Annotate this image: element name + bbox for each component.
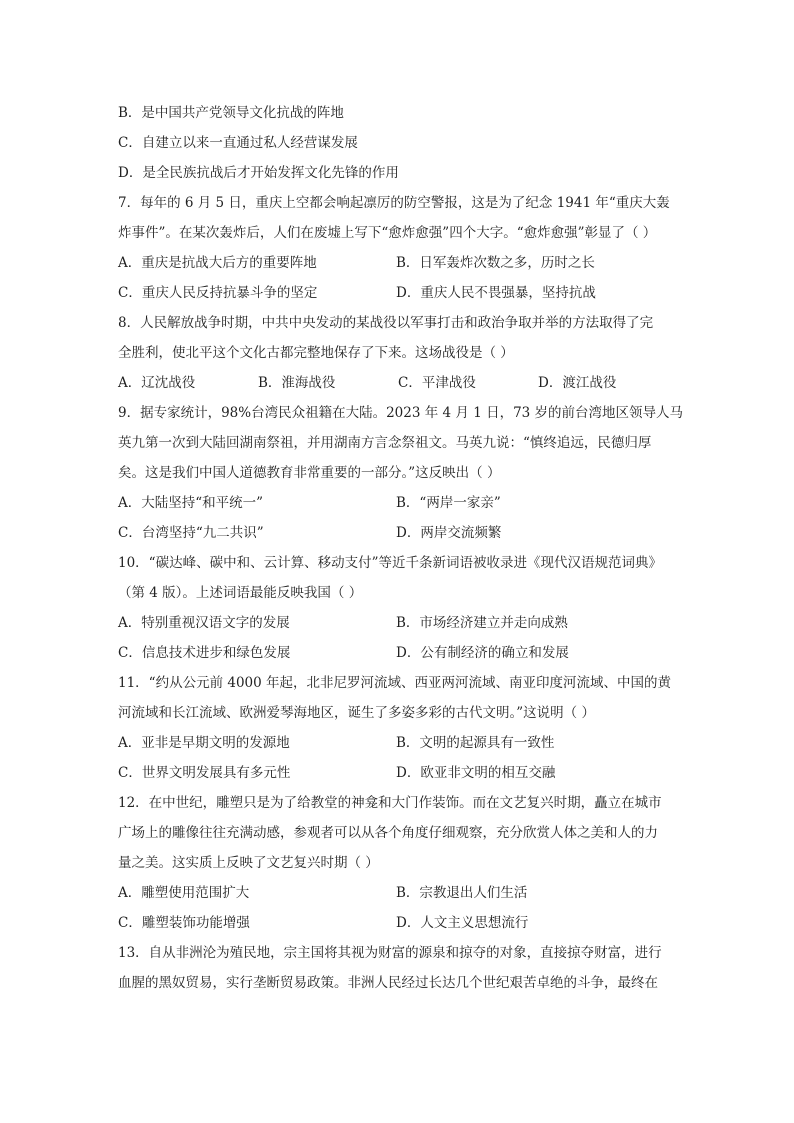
q10-stem-line-2: （第 4 版）。上述词语最能反映我国（ ） [118,585,363,601]
q9-option-b: B．“两岸一家亲” [396,495,501,511]
q8-option-b: B．淮海战役 [258,375,336,391]
q11-option-b: B．文明的起源具有一致性 [396,735,555,751]
q8-option-a: A．辽沈战役 [118,375,196,391]
q7-option-a: A．重庆是抗战大后方的重要阵地 [118,255,317,271]
q11-options-row-2 [118,758,678,788]
q7-stem-line-2: 炸事件”。在某次轰炸后，人们在废墟上写下“愈炸愈强”四个大字。“愈炸愈强”彰显了（ ） [118,225,657,241]
q11-option-d: D．欧亚非文明的相互交融 [396,765,556,781]
q10-option-a: A．特别重视汉语文字的发展 [118,615,290,631]
q12-options-row-1 [118,878,678,908]
q7-options-row-2 [118,278,678,308]
q12-option-c: C．雕塑装饰功能增强 [118,915,250,931]
q6-option-d: D．是全民族抗战后才开始发挥文化先锋的作用 [118,165,399,181]
q8-stem-line-2: 全胜利，使北平这个文化古都完整地保存了下来。这场战役是（ ） [118,345,514,361]
q6-option-c: C．自建立以来一直通过私人经营谋发展 [118,135,358,151]
q8-option-c: C．平津战役 [398,375,476,391]
q7-option-b: B．日军轰炸次数之多，历时之长 [396,255,595,271]
q10-option-b: B．市场经济建立并走向成熟 [396,615,568,631]
q11-option-c: C．世界文明发展具有多元性 [118,765,291,781]
q12-options-row-2 [118,908,678,938]
q8-option-d: D．渡江战役 [538,375,617,391]
q9-options-row-2 [118,518,678,548]
q9-stem-line-3: 矣。这是我们中国人道德教育非常重要的一部分。”这反映出（ ） [118,465,501,481]
q8-stem-line-1: 8．人民解放战争时期，中共中央发动的某战役以军事打击和政治争取并举的方法取得了完 [118,315,654,331]
q11-options-row-1 [118,728,678,758]
q10-option-d: D．公有制经济的确立和发展 [396,645,569,661]
q9-option-d: D．两岸交流频繁 [396,525,502,541]
q9-option-c: C．台湾坚持“九二共识” [118,525,264,541]
q9-option-a: A．大陆坚持“和平统一” [118,495,264,511]
q10-option-c: C．信息技术进步和绿色发展 [118,645,291,661]
q7-options-row-1 [118,248,678,278]
q12-option-a: A．雕塑使用范围扩大 [118,885,250,901]
q13-stem-line-2: 血腥的黑奴贸易，实行垄断贸易政策。非洲人民经过长达几个世纪艰苦卓绝的斗争，最终在 [118,975,658,991]
q12-stem-line-2: 广场上的雕像往往充满动感，参观者可以从各个角度仔细观察，充分欣赏人体之美和人的力 [118,825,658,841]
q8-options-row [118,368,678,398]
q12-stem-line-3: 量之美。这实质上反映了文艺复兴时期（ ） [118,855,379,871]
q7-stem-line-1: 7．每年的 6 月 5 日，重庆上空都会响起凛厉的防空警报，这是为了纪念 1941 年“重庆大轰 [118,195,670,211]
q10-options-row-1 [118,608,678,638]
question-content [118,98,684,998]
q6-option-b: B．是中国共产党领导文化抗战的阵地 [118,105,344,121]
q11-stem-line-1: 11．“约从公元前 4000 年起，北非尼罗河流域、西亚两河流域、南亚印度河流域、中国的黄 [118,675,672,691]
q13-stem-line-1: 13．自从非洲沦为殖民地，宗主国将其视为财富的源泉和掠夺的对象，直接掠夺财富，进行 [118,945,662,961]
q9-stem-line-2: 英九第一次到大陆回湖南祭祖，并用湖南方言念祭祖文。马英九说：“慎终追远，民德归厚 [118,435,652,451]
q12-option-d: D．人文主义思想流行 [396,915,529,931]
q12-stem-line-1: 12．在中世纪，雕塑只是为了给教堂的神龛和大门作装饰。而在文艺复兴时期，矗立在城市 [118,795,662,811]
q10-options-row-2 [118,638,678,668]
q11-stem-line-2: 河流域和长江流域、欧洲爱琴海地区，诞生了多姿多彩的古代文明。”这说明（ ） [118,705,595,721]
q7-option-d: D．重庆人民不畏强暴，坚持抗战 [396,285,596,301]
q9-stem-line-1: 9．据专家统计，98%台湾民众祖籍在大陆。2023 年 4 月 1 日，73 岁的前台湾地区领导人马 [118,405,684,421]
q12-option-b: B．宗教退出人们生活 [396,885,528,901]
q9-options-row-1 [118,488,678,518]
q11-option-a: A．亚非是早期文明的发源地 [118,735,290,751]
q10-stem-line-1: 10．“碳达峰、碳中和、云计算、移动支付”等近千条新词语被收录进《现代汉语规范词典》 [118,555,662,571]
q7-option-c: C．重庆人民反持抗暴斗争的坚定 [118,285,318,301]
